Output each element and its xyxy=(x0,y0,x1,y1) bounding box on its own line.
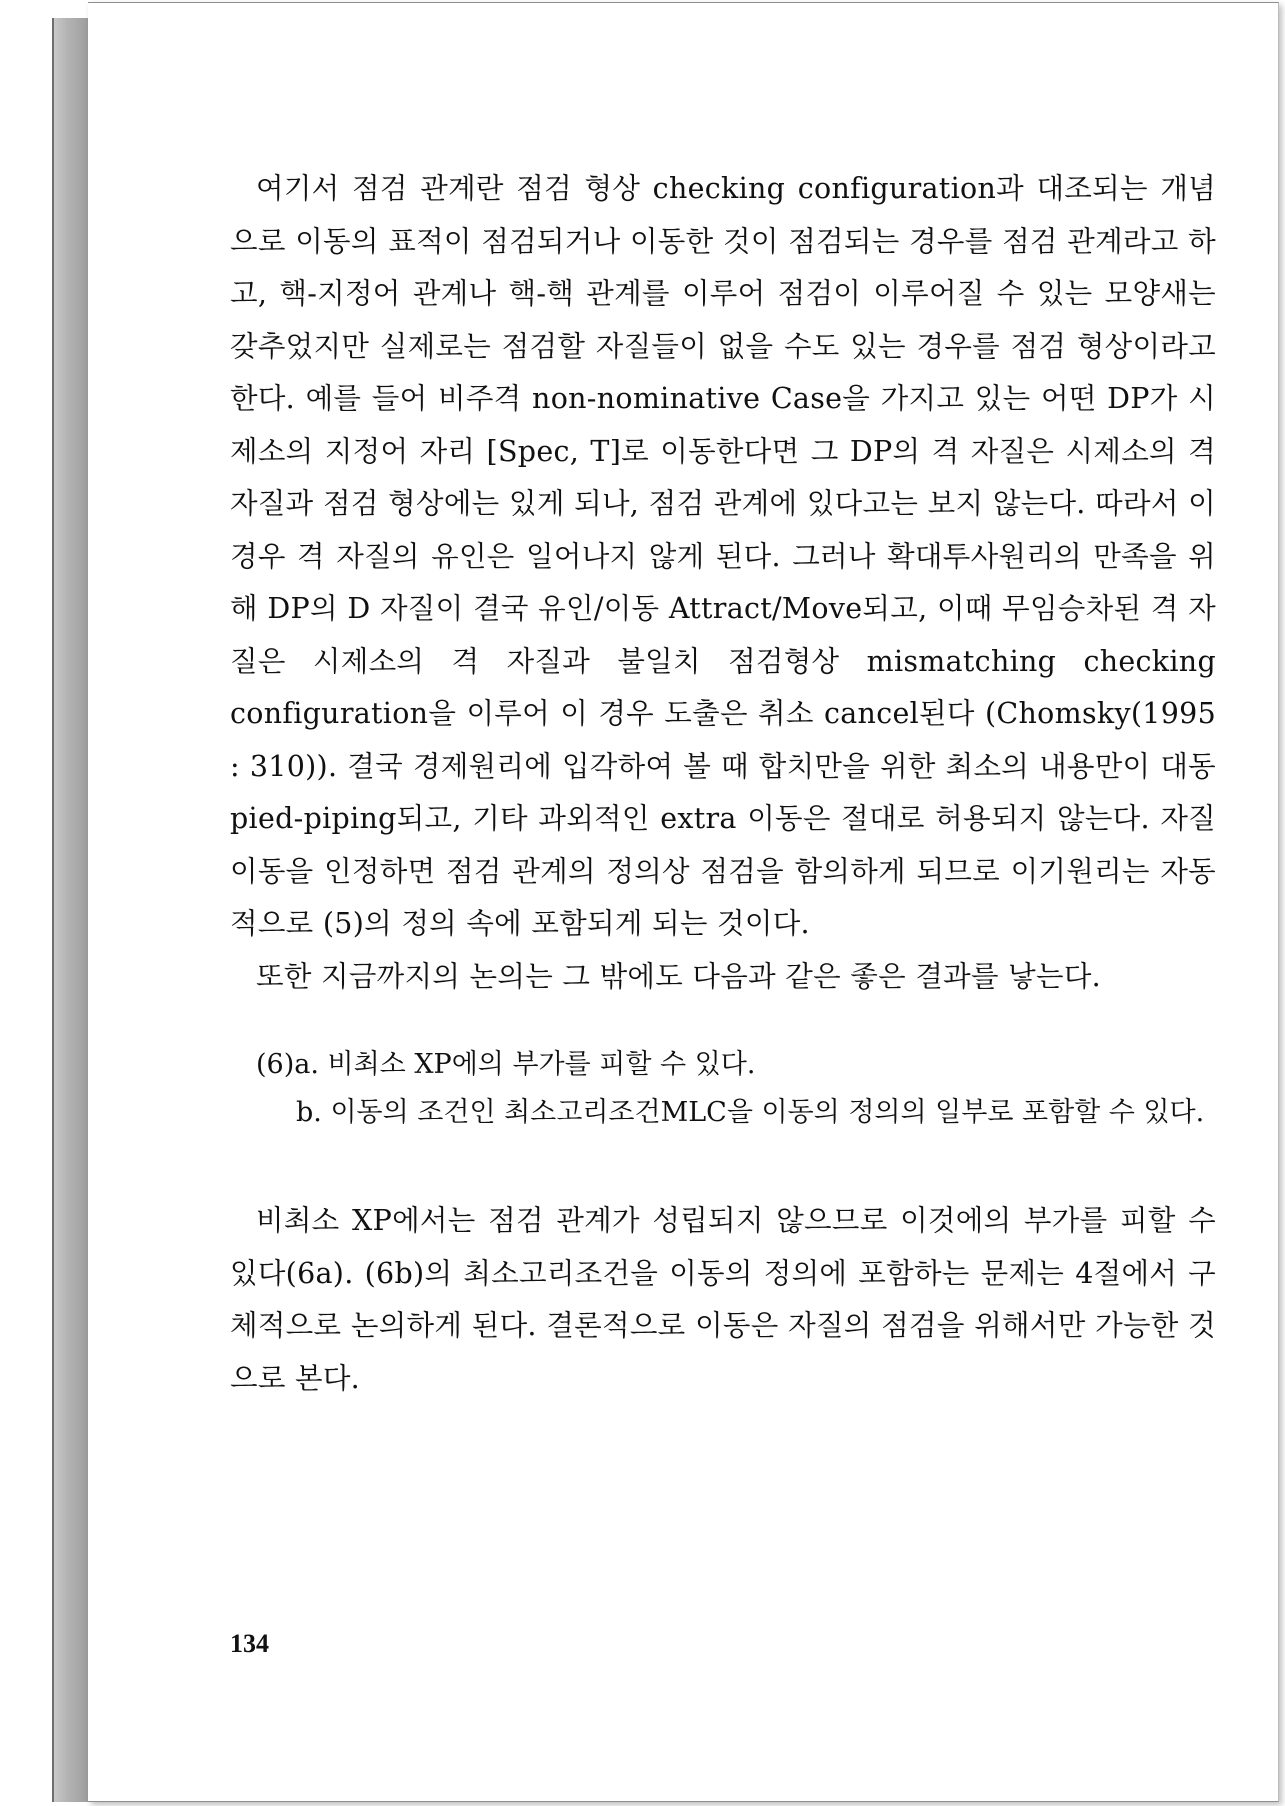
page-number: 134 xyxy=(230,1629,269,1658)
example-list xyxy=(230,1041,1216,1137)
spacer xyxy=(230,1003,1216,1041)
book-spine xyxy=(52,18,93,1802)
example-6a: (6)a. 비최소 XP에의 부가를 피할 수 있다. xyxy=(256,1049,756,1080)
paragraph-1: 여기서 점검 관계란 점검 형상 checking configuration과 대조되는 개념으로 이동의 표적이 점검되거나 이동한 것이 점검되는 경우를 점검 관계라고 하고, 핵-지정어 관계나 핵-핵 관계를 이루어 점검이 이루어질 수 있는 모양새는 갖추었지만 실제로는 점검할 자질들이 없을 수도 있는 경우를 점검 형상이라고 한다. 예를 들어 비주격 non-nominative Case을 가지고 있는 어떤 DP가 시제소의 지정어 자리 [Spec, T]로 이동한다면 그 DP의 격 자질은 시제소의 격 자질과 점검 형상에는 있게 되나, 점검 관계에 있다고는 보지 않는다. 따라서 이 경우 격 자질의 유인은 일어나지 않게 된다. 그러나 확대투사원리의 만족을 위해 DP의 D 자질이 결국 유인/이동 Attract/Move되고, 이때 무임승차된 격 자질은 시제소의 격 자질과 불일치 점검형상 mismatching checking configuration을 이루어 이 경우 도출은 취소 cancel된다 (Chomsky(1995 : 310)). 결국 경제원리에 입각하여 볼 때 합치만을 위한 최소의 내용만이 대동 pied-piping되고, 기타 과외적인 extra 이동은 절대로 허용되지 않는다. 자질 이동을 인정하면 점검 관계의 정의상 점검을 함의하게 되므로 이기원리는 자동적으로 (5)의 정의 속에 포함되게 되는 것이다. xyxy=(230,172,1217,940)
paragraph-2: 또한 지금까지의 논의는 그 밖에도 다음과 같은 좋은 결과를 낳는다. xyxy=(256,959,1102,993)
spacer xyxy=(230,1137,1216,1195)
paragraph-3: 비최소 XP에서는 점검 관계가 성립되지 않으므로 이것에의 부가를 피할 수 있다(6a). (6b)의 최소고리조건을 이동의 정의에 포함하는 문제는 4절에서 구체적으로 논의하게 된다. 결론적으로 이동은 자질의 점검을 위해서만 가능한 것으로 본다. xyxy=(230,1204,1216,1395)
book-page xyxy=(88,2,1279,1802)
page-body xyxy=(230,163,1216,1405)
example-6b: b. 이동의 조건인 최소고리조건MLC을 이동의 정의의 일부로 포함할 수 있다. xyxy=(296,1097,1205,1128)
